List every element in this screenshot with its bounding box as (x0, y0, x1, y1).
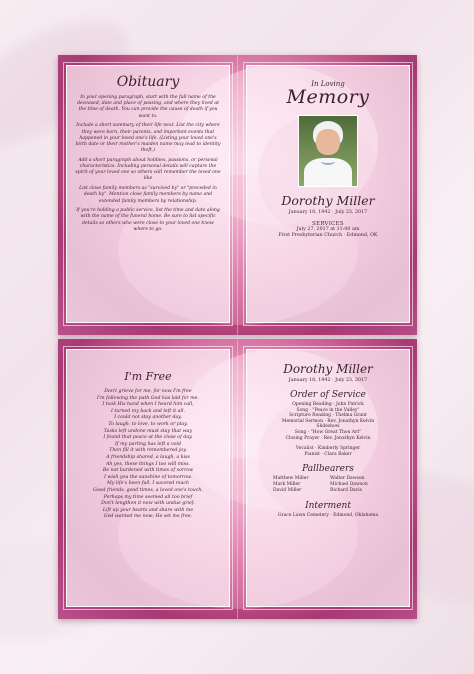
obituary-panel (66, 65, 230, 323)
obituary-paragraph: Include a short summary of their life next. List the city where they were born, their parents, and important events that happened in your loved one's life. (Listing your loved one's birth date or their mother's maiden name may lead to identity theft.) (75, 123, 221, 154)
service-place: First Presbyterian Church · Edmond, OK (278, 233, 378, 238)
poem-title: I'm Free (124, 370, 172, 383)
pallbearer-name: David Miller (273, 487, 302, 493)
order-item: Song · "Peace in the Valley" (296, 407, 360, 413)
program-inside-sheet (58, 339, 417, 619)
service-time: July 27, 2017 at 11:00 am (296, 227, 360, 232)
pianist: Pianist · Clara Baker (304, 451, 352, 457)
pallbearer-name: Mark Miller (273, 482, 301, 488)
life-dates: January 18, 1942 · July 23, 2017 (288, 378, 368, 383)
poem-line: God wanted me now; He set me free. (103, 514, 193, 520)
pallbearer-name: Richard Davis (330, 487, 362, 493)
obituary-paragraph: Add a short paragraph about hobbies, passions, or personal characteristics. Including personal details will capture the spirit of your loved one so others will remember the loved one like (75, 157, 221, 182)
pallbearer-name: Michael Dawson (330, 482, 368, 488)
poem-line: Then fill it with remembered joy. (109, 448, 187, 454)
poem-line: Be not burdened with times of sorrow (102, 468, 194, 474)
poem-line: Good friends, good times, a loved one's touch. (93, 487, 203, 493)
poem-line: To laugh, to love, to work or play. (108, 421, 188, 427)
interment-heading: Interment (305, 500, 351, 511)
order-item: Opening Reading · John Patrick (292, 402, 364, 407)
deceased-name: Dorothy Miller (281, 193, 375, 208)
poem-line: I turned my back and left it all. (111, 408, 185, 414)
poem-line: Perhaps my time seemed all too brief (103, 494, 193, 500)
order-item: Slideshow (316, 424, 340, 430)
poem-line: Tasks left undone must stay that way (103, 428, 193, 434)
poem-line: Ah yes, these things I too will miss. (106, 461, 190, 467)
pallbearers-heading: Pallbearers (302, 464, 354, 475)
order-item: Scripture Reading · Thelma Grant (289, 413, 367, 419)
order-of-service-panel (246, 349, 410, 607)
poem-line: Lift up your hearts and share with me (102, 507, 194, 513)
memory-heading: Memory (286, 86, 370, 108)
pallbearers-list (273, 476, 383, 493)
order-item: Song · "How Great Thou Art" (294, 429, 362, 435)
pallbearer-name: Matthew Miller (273, 476, 309, 482)
order-of-service-heading: Order of Service (290, 390, 366, 400)
obituary-title: Obituary (116, 74, 180, 90)
services-heading: SERVICES (312, 221, 344, 227)
pallbearer-name: Walter Dawson (330, 476, 365, 482)
poem-panel (66, 349, 230, 607)
obituary-paragraph: In your opening paragraph, start with the full name of the deceased, date and place of passing, and where they lived at the time of death. You can provide the cause of death if you want to. (77, 95, 219, 119)
obituary-paragraph: List close family members as "survived by" or "preceded in death by". Mention close family members by name and extended family members by relationship. (79, 186, 217, 204)
poem-line: Don't grieve for me, for now I'm free (104, 389, 192, 394)
poem-line: I'm following the path God has laid for me. (97, 395, 199, 401)
obituary-paragraph: If you're holding a public service, list the time and date along with the name of the funeral home. Be sure to list specific details so others who were close to your loved one know where to go. (76, 208, 220, 232)
order-item: Memorial Sermon · Rev. Jonathyn Kelvin (281, 418, 375, 424)
poem-line: Don't lengthen it now with undue grief. (101, 501, 195, 507)
interment-location: Grace Lawn Cemetery · Edmond, Oklahoma (277, 512, 379, 518)
order-item: Closing Prayer · Rev. Jonathyn Kelvin (285, 435, 371, 441)
life-dates: January 18, 1942 · July 23, 2017 (288, 210, 368, 215)
poem-line: A friendship shared, a laugh, a kiss (106, 454, 190, 460)
poem-line: I found that peace at the close of day. (103, 435, 193, 441)
vocalist: Vocalist · Kimberly Springer (295, 446, 361, 452)
poem-line: My life's been full, I savored much (106, 481, 190, 487)
page-fold (237, 55, 238, 335)
poem-line: I took His hand when I heard him call, (102, 402, 194, 408)
poem-line: I could not stay another day, (114, 415, 182, 421)
deceased-name: Dorothy Miller (283, 362, 373, 376)
in-loving-heading: In Loving (311, 80, 345, 88)
page-fold (237, 339, 238, 619)
poem-line: I wish you the sunshine of tomorrow. (104, 474, 192, 480)
poem-line: If my parting has left a void (115, 441, 181, 447)
portrait-photo (298, 115, 358, 187)
program-outside-sheet (58, 55, 417, 335)
cover-panel (246, 65, 410, 323)
